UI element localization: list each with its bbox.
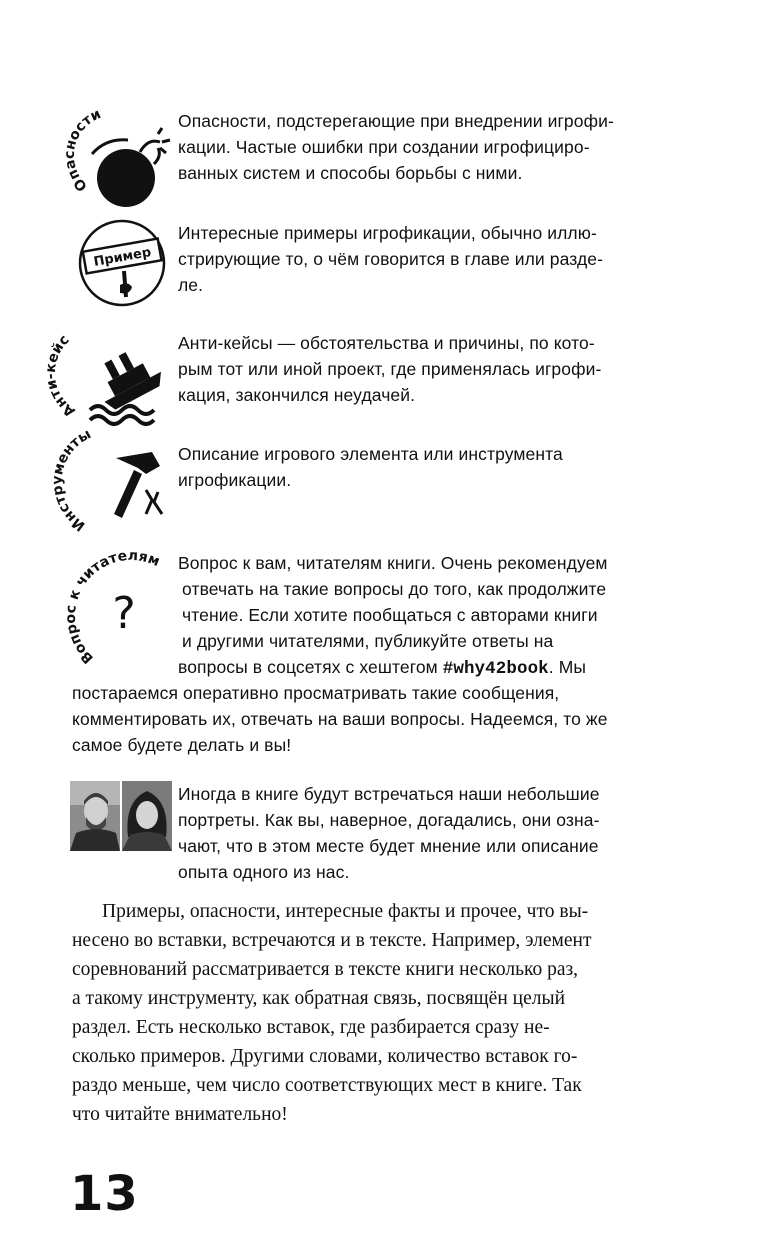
body-paragraph-line: соревнований рассматривается в тексте книги несколько раз, — [72, 959, 579, 980]
example-icon-label: Пример — [92, 245, 153, 270]
tools-description-line: Описание игрового элемента или инструмента — [178, 444, 563, 464]
question-description-line: отвечать на такие вопросы до того, как продолжите — [182, 579, 607, 599]
body-paragraph-line: Примеры, опасности, интересные факты и прочее, что вы- — [102, 901, 589, 922]
question-icon-label: Вопрос к читателям — [62, 547, 163, 667]
dangers-bomb-icon — [62, 104, 172, 214]
example-description-line: Интересные примеры игрофикации, обычно иллю- — [178, 223, 597, 243]
anti-case-icon-label: Анти-кейс — [42, 331, 79, 420]
tools-description-line: игрофикации. — [178, 470, 292, 490]
anti-case-ship-icon — [42, 326, 170, 426]
question-to-readers-icon — [60, 548, 176, 668]
example-sign-icon — [76, 215, 168, 311]
example-description-line: стрирующие то, о чём говорится в главе или разде- — [178, 249, 604, 269]
dangers-description-line: ванных систем и способы борьбы с ними. — [178, 163, 523, 183]
question-description-line: постараемся оперативно просматривать такие сообщения, — [72, 683, 560, 703]
portraits-description-line: опыта одного из нас. — [178, 862, 350, 882]
body-paragraph-line: сколько примеров. Другими словами, количество вставок го- — [72, 1046, 578, 1067]
question-description-line: комментировать их, отвечать на ваши вопросы. Надеемся, то же — [72, 709, 608, 729]
author-portrait-male — [70, 781, 120, 851]
dangers-icon-label: Опасности — [61, 106, 104, 195]
question-description-line: Вопрос к вам, читателям книги. Очень рекомендуем — [178, 553, 608, 573]
question-description-line — [178, 654, 586, 682]
body-paragraph-line: несено во вставки, встречаются и в тексте. Например, элемент — [72, 930, 592, 951]
dangers-description-line: Опасности, подстерегающие при внедрении игрофи- — [178, 111, 614, 131]
portraits-description-line: чают, что в этом месте будет мнение или описание — [178, 836, 599, 856]
example-description-line: ле. — [178, 275, 204, 295]
question-description-line: чтение. Если хотите пообщаться с авторами книги — [182, 605, 598, 625]
anti-case-description-line: кация, закончился неудачей. — [178, 385, 416, 405]
anti-case-description-line: Анти-кейсы — обстоятельства и причины, по кото- — [178, 333, 595, 353]
body-paragraph-line: раздо меньше, чем число соответствующих мест в книге. Так — [72, 1075, 582, 1096]
question-description-line: самое будете делать и вы! — [72, 735, 292, 755]
svg-text:Анти-кейс — [43, 332, 79, 420]
question-mark: ? — [112, 588, 136, 639]
portraits-description-line: Иногда в книге будут встречаться наши небольшие — [178, 784, 600, 804]
body-paragraph-line: раздел. Есть несколько вставок, где разбирается сразу не- — [72, 1017, 550, 1038]
portraits-description-line: портреты. Как вы, наверное, догадались, они озна- — [178, 810, 600, 830]
anti-case-description-line: рым тот или иной проект, где применялась игрофи- — [178, 359, 602, 379]
body-paragraph-line: что читайте внимательно! — [72, 1104, 288, 1125]
body-paragraph-line: а такому инструменту, как обратная связь, посвящён целый — [72, 988, 566, 1009]
hashtag: #why42book — [442, 659, 549, 679]
tools-hammer-icon — [49, 426, 172, 534]
svg-text:Инструменты — [50, 426, 94, 534]
author-portrait-female — [122, 781, 172, 851]
question-line-tail: . Мы — [548, 657, 587, 677]
dangers-description-line: кации. Частые ошибки при создании игрофициро- — [178, 137, 590, 157]
question-description-line: и другими читателями, публикуйте ответы на — [182, 631, 554, 651]
question-line-text: вопросы в соцсетях с хештегом — [178, 657, 443, 677]
page-number: 13 — [70, 1166, 139, 1222]
tools-icon-label: Инструменты — [49, 426, 94, 534]
